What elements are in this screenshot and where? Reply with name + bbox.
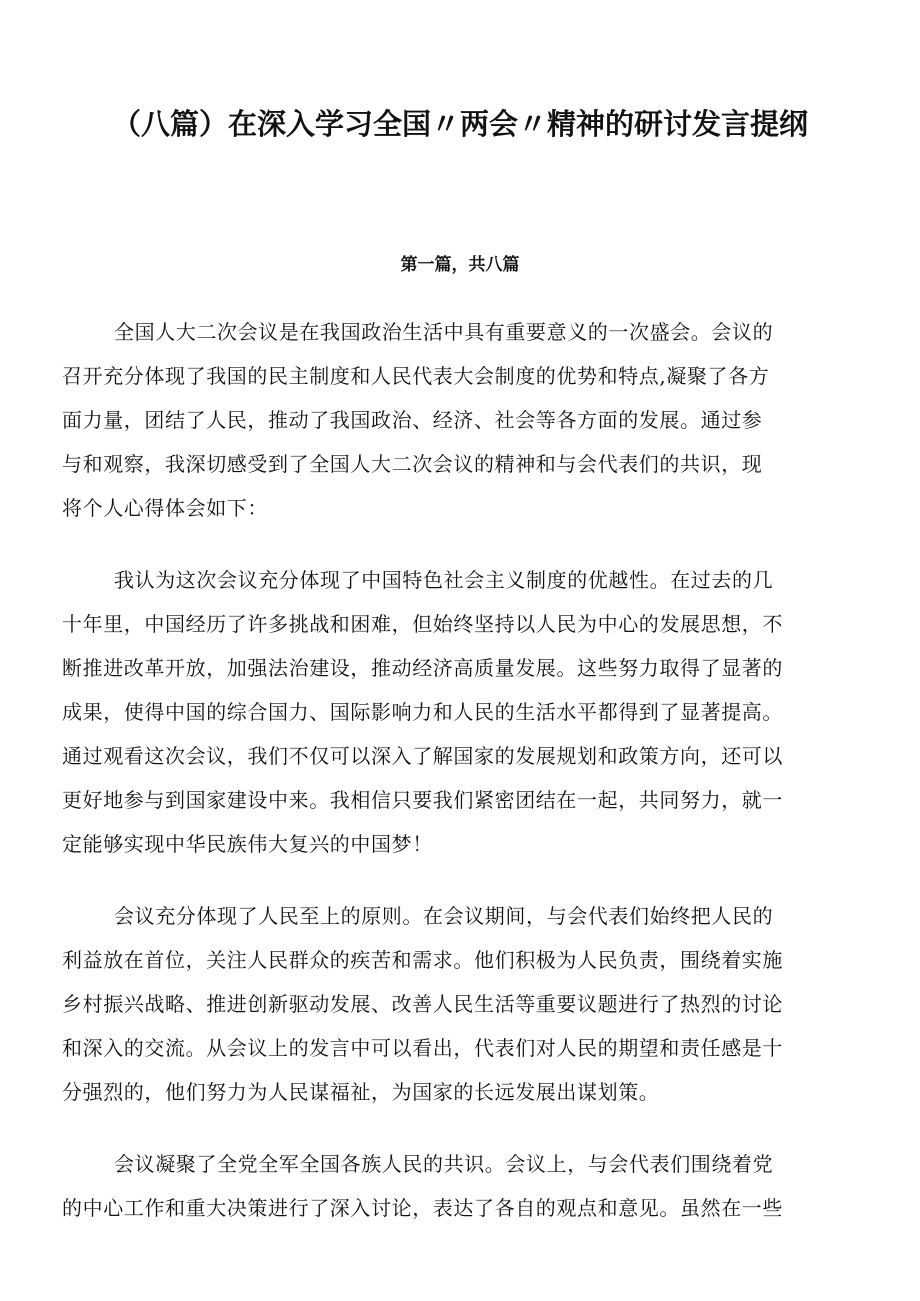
paragraph-line: 乡村振兴战略、推进创新驱动发展、改善人民生活等重要议题进行了热烈的讨论 xyxy=(62,992,783,1016)
document-title: （八篇）在深入学习全国〃两会〃精神的研讨发言提纲 xyxy=(111,107,808,141)
paragraph-line: 的中心工作和重大决策进行了深入讨论，表达了各自的观点和意见。虽然在一些 xyxy=(62,1196,783,1220)
paragraph-4 xyxy=(62,1142,862,1230)
paragraph-line: 和深入的交流。从会议上的发言中可以看出，代表们对人民的期望和责任感是十 xyxy=(62,1036,783,1060)
section-title: 第一篇，共八篇 xyxy=(400,255,520,275)
paragraph-line: 面力量，团结了人民，推动了我国政治、经济、社会等各方面的发展。通过参 xyxy=(62,408,763,432)
paragraph-line: 成果，使得中国的综合国力、国际影响力和人民的生活水平都得到了显著提高。 xyxy=(62,700,783,724)
paragraph-line: 利益放在首位，关注人民群众的疾苦和需求。他们积极为人民负责，围绕着实施 xyxy=(62,948,783,972)
paragraph-line: 分强烈的，他们努力为人民谋福祉，为国家的长远发展出谋划策。 xyxy=(62,1080,660,1104)
paragraph-2 xyxy=(62,558,862,866)
paragraph-line: 将个人心得体会如下： xyxy=(62,496,268,520)
paragraph-line: 全国人大二次会议是在我国政治生活中具有重要意义的一次盛会。会议的 xyxy=(114,320,774,344)
document-body xyxy=(62,310,862,1258)
paragraph-line: 十年里，中国经历了许多挑战和困难，但始终坚持以人民为中心的发展思想，不 xyxy=(62,612,783,636)
paragraph-line: 更好地参与到国家建设中来。我相信只要我们紧密团结在一起，共同努力，就一 xyxy=(62,788,783,812)
paragraph-line: 通过观看这次会议，我们不仅可以深入了解国家的发展规划和政策方向，还可以 xyxy=(62,744,783,768)
paragraph-line: 召开充分体现了我国的民主制度和人民代表大会制度的优势和特点,凝聚了各方 xyxy=(62,364,770,388)
paragraph-line: 会议凝聚了全党全军全国各族人民的共识。会议上，与会代表们围绕着党 xyxy=(114,1152,774,1176)
paragraph-line: 定能够实现中华民族伟大复兴的中国梦！ xyxy=(62,832,433,856)
paragraph-3 xyxy=(62,894,862,1114)
paragraph-line: 与和观察，我深切感受到了全国人大二次会议的精神和与会代表们的共识，现 xyxy=(62,452,763,476)
paragraph-1 xyxy=(62,310,862,530)
paragraph-line: 断推进改革开放，加强法治建设，推动经济高质量发展。这些努力取得了显著的 xyxy=(62,656,783,680)
paragraph-line: 我认为这次会议充分体现了中国特色社会主义制度的优越性。在过去的几 xyxy=(114,568,774,592)
paragraph-line: 会议充分体现了人民至上的原则。在会议期间，与会代表们始终把人民的 xyxy=(114,904,774,928)
